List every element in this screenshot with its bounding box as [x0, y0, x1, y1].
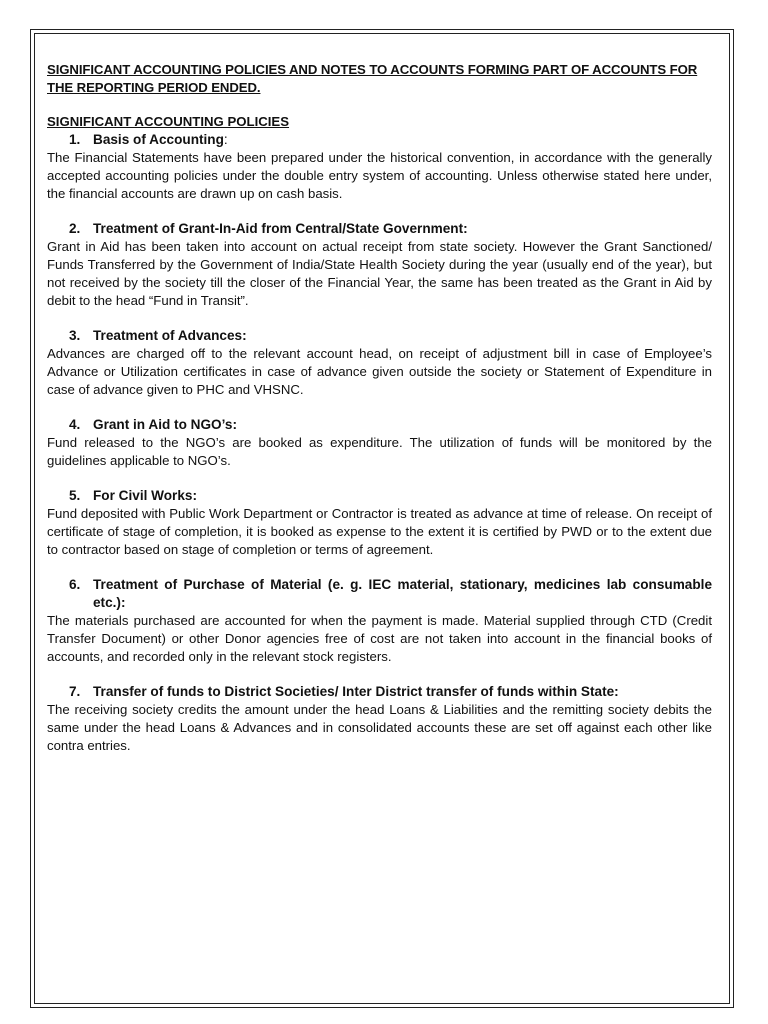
policy-body: Fund deposited with Public Work Department or Contractor is treated as advance at time of release. On receipt of certificate of stage of completion, it is booked as expense to the extent it is certified by PWD or to the extent due to contractor based on stage of completion or terms of agreement.	[47, 506, 712, 557]
policy-body: The receiving society credits the amount under the head Loans & Liabilities and the remitting society debits the same under the head Loans & Advances and in consolidated accounts these are set off against each other like contra entries.	[47, 702, 712, 753]
policy-body: Fund released to the NGO’s are booked as expenditure. The utilization of funds will be monitored by the guidelines applicable to NGO’s.	[47, 435, 712, 468]
policy-heading	[47, 576, 712, 612]
policy-heading	[47, 487, 712, 505]
policy-title: Grant in Aid to NGO’s:	[93, 417, 237, 432]
policy-heading	[47, 683, 712, 701]
policy-grant-in-aid-government	[47, 220, 712, 310]
document-content	[47, 61, 712, 755]
policy-number: 4.	[69, 417, 81, 432]
policy-title: Treatment of Advances:	[93, 328, 247, 343]
policy-number: 2.	[69, 221, 81, 236]
policy-number: 3.	[69, 328, 81, 343]
policy-title: Treatment of Grant-In-Aid from Central/State Government:	[93, 221, 468, 236]
policy-body: The materials purchased are accounted for when the payment is made. Material supplied through CTD (Credit Transfer Document) or other Donor agencies free of cost are not taken into account in the financial books of accounts, and recorded only in the relevant stock registers.	[47, 613, 712, 664]
policy-transfer-of-funds	[47, 683, 712, 755]
policy-basis-of-accounting	[47, 131, 712, 203]
policy-number: 7.	[69, 684, 81, 699]
policy-title: Treatment of Purchase of Material (e. g. IEC material, stationary, medicines lab consumable etc.):	[93, 577, 712, 610]
policy-title: Transfer of funds to District Societies/ Inter District transfer of funds within State:	[93, 684, 619, 699]
section-title: SIGNIFICANT ACCOUNTING POLICIES	[47, 114, 290, 129]
policy-civil-works	[47, 487, 712, 559]
policy-number: 5.	[69, 488, 81, 503]
policy-title-text: Basis of Accounting	[93, 132, 224, 147]
policy-title: For Civil Works:	[93, 488, 197, 503]
policy-heading	[47, 416, 712, 434]
policy-number: 6.	[69, 577, 81, 592]
policy-treatment-of-advances	[47, 327, 712, 399]
policy-body: Advances are charged off to the relevant account head, on receipt of adjustment bill in case of Employee’s Advance or Utilization certificates in case of advance given outside the society or Statement of Expenditure in case of advance given to PHC and VHSNC.	[47, 346, 712, 397]
policy-body: The Financial Statements have been prepared under the historical convention, in accordance with the generally accepted accounting policies under the double entry system of accounting. Unless otherwise stated here under, the financial accounts are drawn up on cash basis.	[47, 150, 712, 201]
policy-body: Grant in Aid has been taken into account on actual receipt from state society. However the Grant Sanctioned/ Funds Transferred by the Government of India/State Health Society during the year (usually end of the year), but not received by the society till the closer of the Financial Year, the same has been treated as the Grant in Aid by debit to the head “Fund in Transit”.	[47, 239, 712, 308]
policy-heading	[47, 220, 712, 238]
document-title: SIGNIFICANT ACCOUNTING POLICIES AND NOTES TO ACCOUNTS FORMING PART OF ACCOUNTS FOR THE REPORTING PERIOD ENDED.	[47, 62, 698, 95]
policy-purchase-of-material	[47, 576, 712, 666]
policy-title-suffix: :	[223, 132, 228, 147]
policy-heading	[47, 327, 712, 345]
policy-grant-in-aid-ngo	[47, 416, 712, 470]
policy-title	[93, 131, 712, 149]
policy-heading	[47, 131, 712, 149]
policy-number: 1.	[69, 132, 81, 147]
